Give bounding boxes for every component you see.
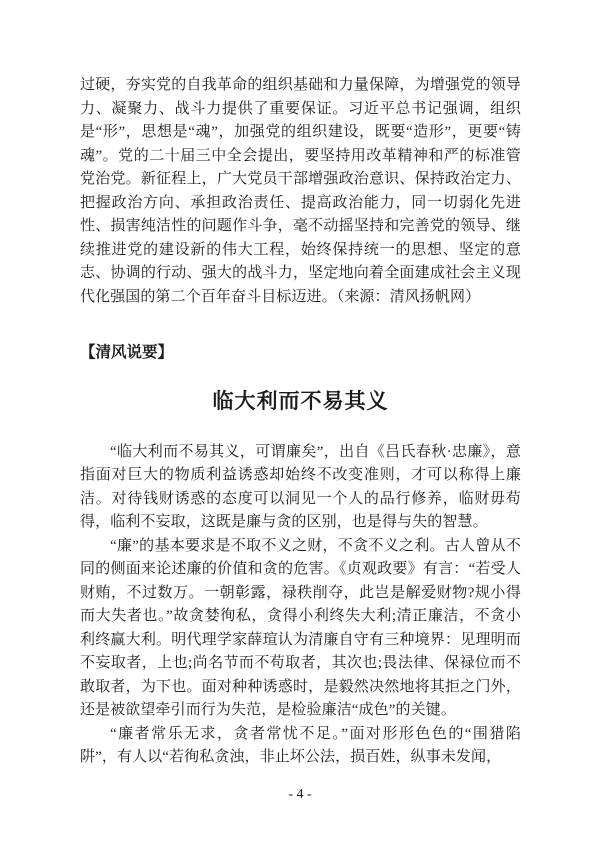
body-paragraph: “临大利而不易其义，可谓廉矣”，出自《吕氏春秋·忠廉》，意指面对巨大的物质利益诱惑却始终不改变准则，才可以称得上廉洁。对待钱财诱惑的态度可以洞见一个人的品行修养，临财毋苟得，临利不妄取，这既是廉与贪的区别，也是得与失的智慧。: [80, 443, 521, 530]
page-content: [80, 74, 521, 770]
section-marker: 【清风说要】: [80, 344, 174, 361]
article-title: 临大利而不易其义: [212, 388, 389, 413]
body-paragraph: “廉”的基本要求是不取不义之财，不贪不义之利。古人曾从不同的侧面来论述廉的价值和贪的危害。《贞观政要》有言：“若受人财贿，不过数万。一朝彰露，禄秩削夺，此岂是解爱财物?规小得而大失者也。”故贪婪徇私，贪得小利终失大利;清正廉洁，不贪小利终赢大利。明代理学家薛瑄认为清廉自守有三种境界：见理明而不妄取者，上也;尚名节而不苟取者，其次也;畏法律、保禄位而不敢取者，为下也。面对种种诱惑时，是毅然决然地将其拒之门外，还是被欲望牵引而行为失范，是检验廉洁“成色”的关键。: [80, 537, 521, 718]
body-paragraph: “廉者常乐无求，贪者常忧不足。”面对形形色色的“围猎陷阱”，有人以“若徇私贪浊，非止坏公法，损百姓，纵事未发闻，: [80, 725, 521, 765]
page-number: - 4 -: [288, 787, 312, 802]
body-paragraph-continuation: 过硬，夯实党的自我革命的组织基础和力量保障，为增强党的领导力、凝聚力、战斗力提供了重要保证。习近平总书记强调，组织是“形”，思想是“魂”，加强党的组织建设，既要“造形”，更要“铸魂”。党的二十届三中全会提出，要坚持用改革精神和严的标准管党治党。新征程上，广大党员干部增强政治意识、保持政治定力、把握政治方向、承担政治责任、提高政治能力，同一切弱化先进性、损害纯洁性的问题作斗争，毫不动摇坚持和完善党的领导、继续推进党的建设新的伟大工程，始终保持统一的思想、坚定的意志、协调的行动、强大的战斗力，坚定地向着全面建成社会主义现代化强国的第二个百年奋斗目标迈进。（来源：清风扬帆网）: [80, 77, 521, 305]
